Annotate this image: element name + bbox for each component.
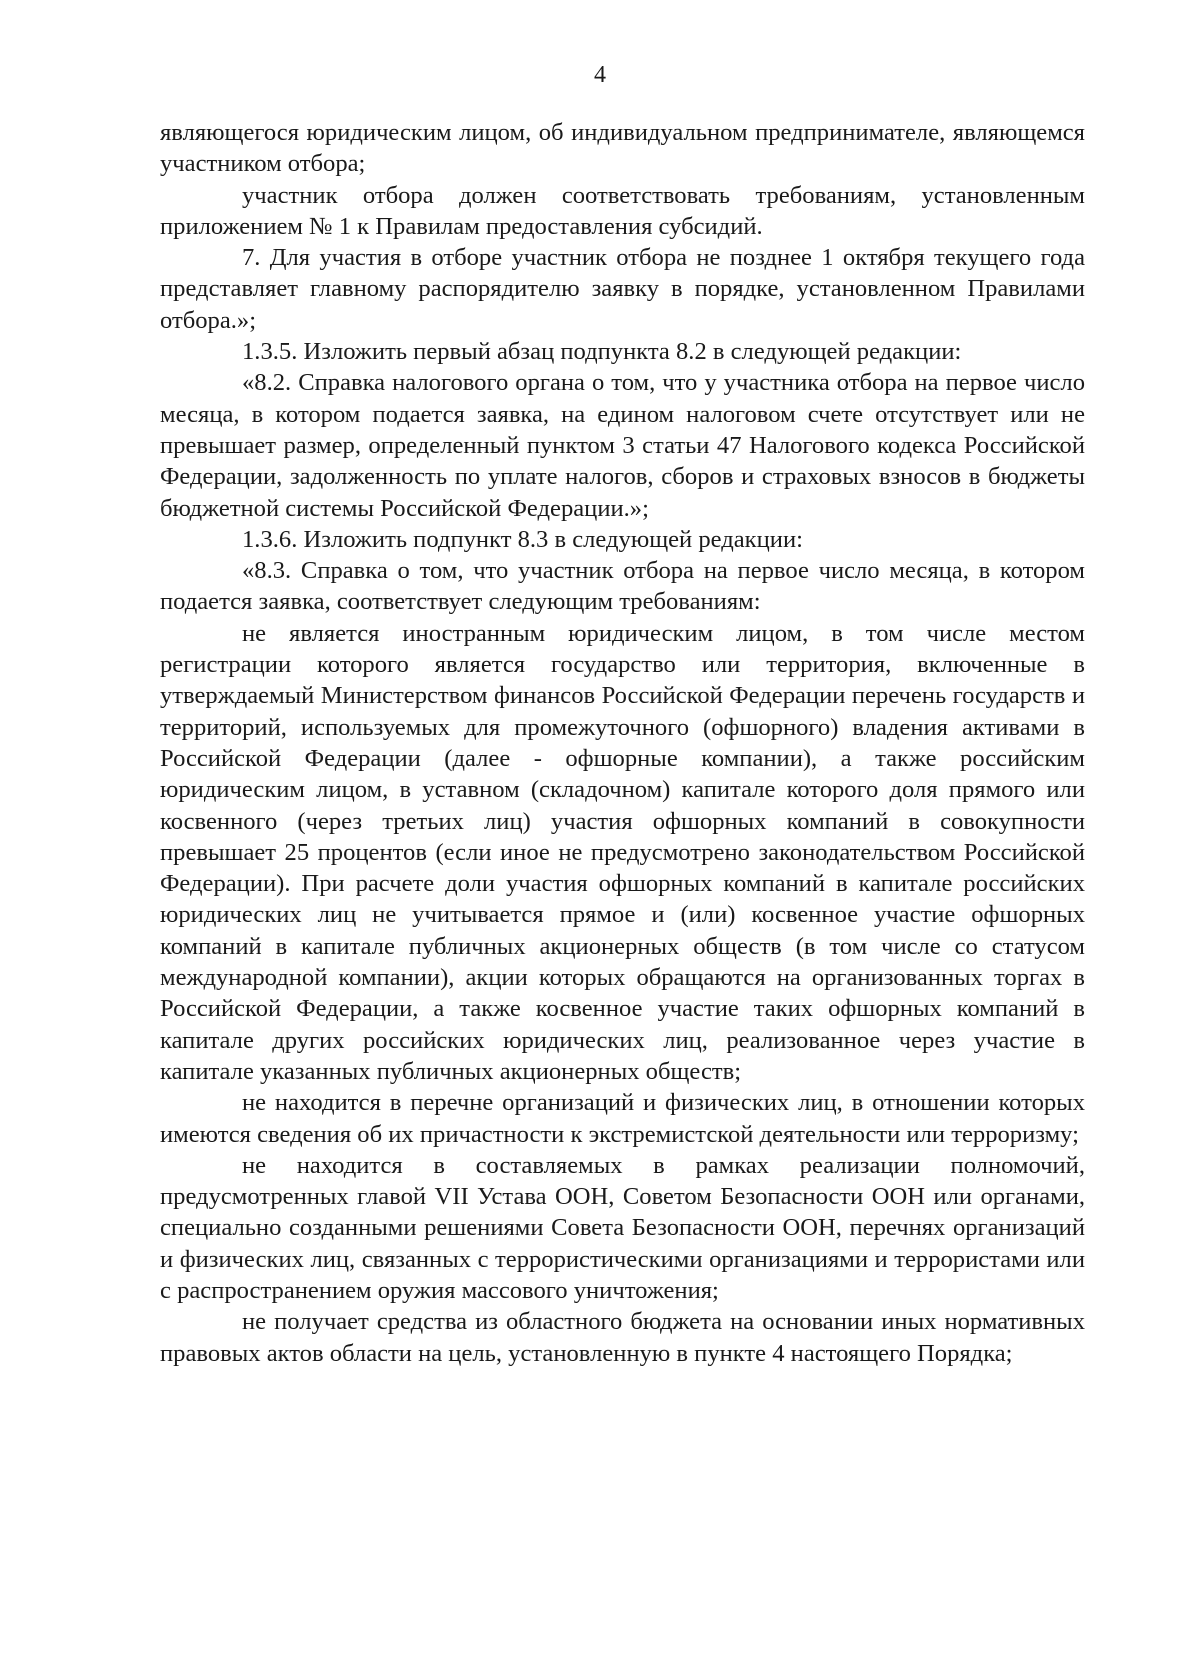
paragraph-2: участник отбора должен соответствовать требованиям, установленным приложением № 1 к Правилам предоставления субсидий. [160, 181, 1085, 240]
paragraph-6: 1.3.6. Изложить подпункт 8.3 в следующей редакции: [242, 525, 803, 553]
paragraph-1: являющегося юридическим лицом, об индивидуальном предпринимателе, являющемся участником отбора; [160, 119, 1085, 178]
paragraph-7: «8.3. Справка о том, что участник отбора на первое число месяца, в котором подается заявка, соответствует следующим требованиям: [160, 557, 1085, 616]
paragraph-9: не находится в перечне организаций и физических лиц, в отношении которых имеются сведения об их причастности к экстремистской деятельности или терроризму; [160, 1089, 1085, 1148]
paragraph-8: не является иностранным юридическим лицом, в том числе местом регистрации которого является государство или территория, включенные в утверждаемый Министерством финансов Российской Федерации перечень государств и территорий, используемых для промежуточного (офшорного) владения активами в Российской Федерации (далее - офшорные компании), а также российским юридическим лицом, в уставном (складочном) капитале которого доля прямого или косвенного (через третьих лиц) участия офшорных компаний в совокупности превышает 25 процентов (если иное не предусмотрено законодательством Российской Федерации). При расчете доли участия офшорных компаний в капитале российских юридических лиц не учитывается прямое и (или) косвенное участие офшорных компаний в капитале публичных акционерных обществ (в том числе со статусом международной компании), акции которых обращаются на организованных торгах в Российской Федерации, а также косвенное участие таких офшорных компаний в капитале других российских юридических лиц, реализованное через участие в капитале указанных публичных акционерных обществ; [160, 619, 1085, 1085]
paragraph-3: 7. Для участия в отборе участник отбора не позднее 1 октября текущего года представляет главному распорядителю заявку в порядке, установленном Правилами отбора.»; [160, 244, 1085, 334]
paragraph-4: 1.3.5. Изложить первый абзац подпункта 8.2 в следующей редакции: [242, 338, 962, 366]
document-body [160, 117, 1085, 1369]
paragraph-10: не находится в составляемых в рамках реализации полномочий, предусмотренных главой VII Устава ООН, Советом Безопасности ООН или органами, специально созданными решениями Совета Безопасности ООН, перечнях организаций и физических лиц, связанных с террористическими организациями и террористами или с распространением оружия массового уничтожения; [160, 1151, 1085, 1304]
paragraph-5: «8.2. Справка налогового органа о том, что у участника отбора на первое число месяца, в котором подается заявка, на едином налоговом счете отсутствует или не превышает размер, определенный пунктом 3 статьи 47 Налогового кодекса Российской Федерации, задолженность по уплате налогов, сборов и страховых взносов в бюджеты бюджетной системы Российской Федерации.»; [160, 369, 1085, 522]
page-number: 4 [594, 62, 606, 88]
paragraph-11: не получает средства из областного бюджета на основании иных нормативных правовых актов области на цель, установленную в пункте 4 настоящего Порядка; [160, 1308, 1085, 1367]
